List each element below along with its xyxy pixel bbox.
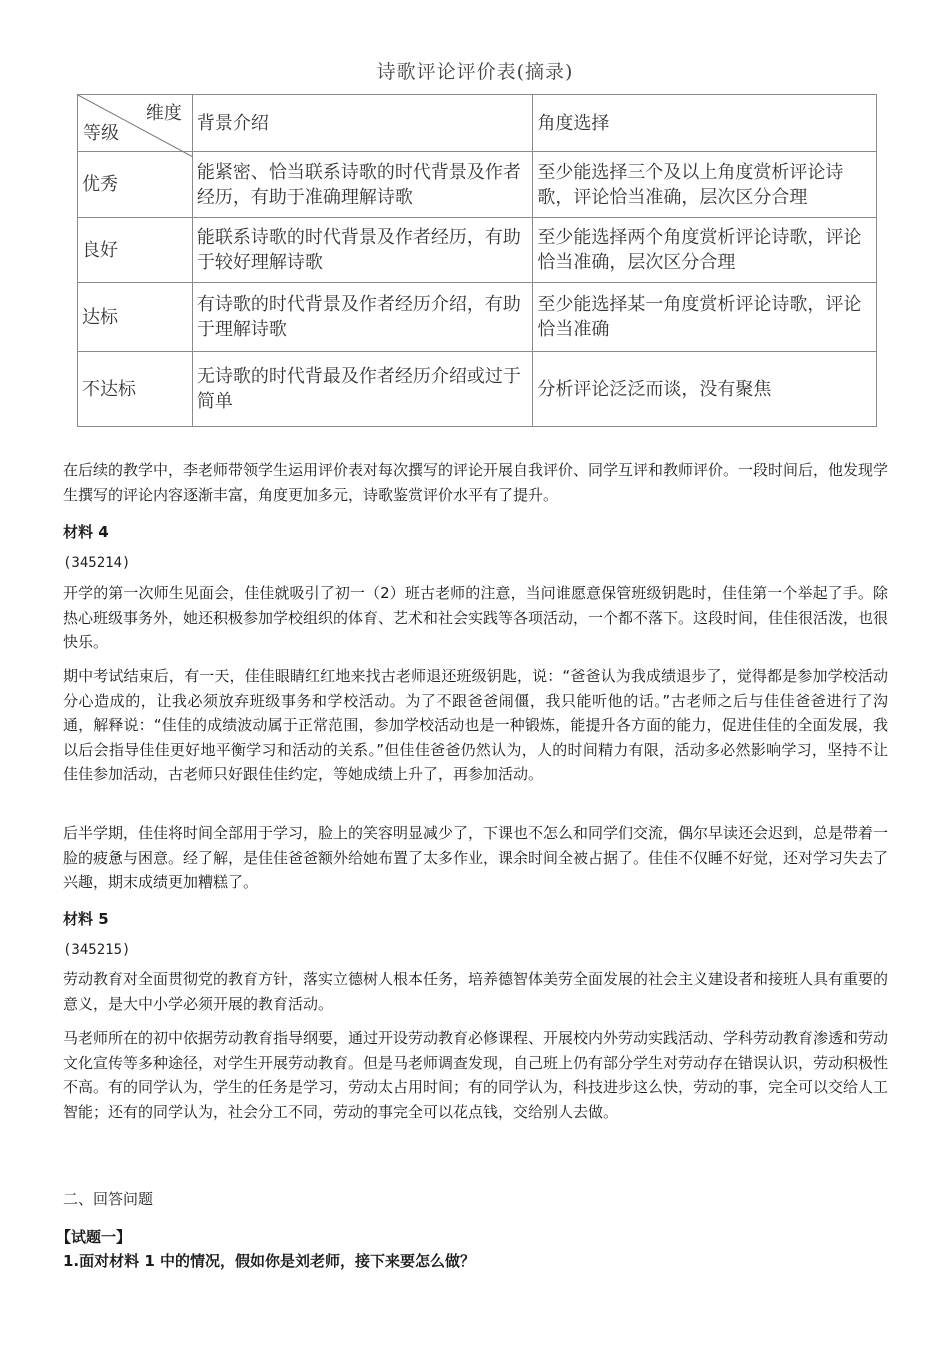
row-level: 优秀 (78, 152, 193, 218)
table-row (78, 283, 877, 352)
table-header-row (78, 95, 877, 152)
row-angle: 至少能选择某一角度赏析评论诗歌，评论恰当准确 (533, 283, 877, 352)
table-title: 诗歌评论评价表(摘录) (376, 61, 574, 83)
question-text: 1.面对材料 1 中的情况，假如你是刘老师，接下来要怎么做？ (63, 1252, 476, 1270)
header-background: 背景介绍 (192, 95, 533, 152)
row-level: 良好 (78, 218, 193, 283)
table-row (78, 218, 877, 283)
material5-paragraph: 马老师所在的初中依据劳动教育指导纲要，通过开设劳动教育必修课程、开展校内外劳动实践活动、学科劳动教育渗透和劳动文化宣传等多种途径，对学生开展劳动教育。但是马老师调查发现，自己班上仍有部分学生对劳动存在错误认识，劳动积极性不高。有的同学认为，学生的任务是学习，劳动太占用时间；有的同学认为，科技进步这么快，劳动的事，完全可以交给人工智能；还有的同学认为，社会分工不同，劳动的事完全可以花点钱，交给别人去做。 (63, 1029, 889, 1121)
table-row (78, 152, 877, 218)
after-table-paragraph: 在后续的教学中，李老师带领学生运用评价表对每次撰写的评论开展自我评价、同学互评和教师评价。一段时间后，他发现学生撰写的评论内容逐渐丰富，角度更加多元，诗歌鉴赏评价水平有了提升。 (63, 461, 889, 504)
material4-code: (345214) (63, 555, 131, 571)
material4-paragraph: 开学的第一次师生见面会，佳佳就吸引了初一（2）班古老师的注意，当问谁愿意保管班级钥匙时，佳佳第一个举起了手。除热心班级事务外，她还积极参加学校组织的体育、艺术和社会实践等各项活动，一个都不落下。这段时间，佳佳很活泼，也很快乐。 (63, 584, 889, 651)
material5-heading: 材料 5 (63, 910, 109, 928)
row-background: 无诗歌的时代背最及作者经历介绍或过于简单 (192, 352, 533, 427)
row-angle: 分析评论泛泛而谈，没有聚焦 (533, 352, 877, 427)
section-title: 二、回答问题 (63, 1190, 154, 1208)
material4-heading: 材料 4 (63, 523, 109, 541)
evaluation-table (77, 94, 877, 427)
material4-paragraph: 后半学期，佳佳将时间全部用于学习，脸上的笑容明显减少了，下课也不怎么和同学们交流，偶尔早读还会迟到，总是带着一脸的疲惫与困意。经了解，是佳佳爸爸额外给她布置了太多作业，课余时间全被占据了。佳佳不仅睡不好觉，还对学习失去了兴趣，期末成绩更加糟糕了。 (63, 824, 889, 891)
material4-paragraph: 期中考试结束后，有一天，佳佳眼睛红红地来找古老师退还班级钥匙，说：“爸爸认为我成绩退步了，觉得都是参加学校活动分心造成的，让我必须放弃班级事务和学校活动。为了不跟爸爸闹僵，我只能听他的话。”古老师之后与佳佳爸爸进行了沟通，解释说：“佳佳的成绩波动属于正常范围，参加学校活动也是一种锻炼，能提升各方面的能力，促进佳佳的全面发展，我以后会指导佳佳更好地平衡学习和活动的关系。”但佳佳爸爸仍然认为，人的时间精力有限，活动多必然影响学习，坚持不让佳佳参加活动，古老师只好跟佳佳约定，等她成绩上升了，再参加活动。 (63, 667, 888, 783)
header-grade: 等级 (83, 123, 119, 144)
table-row (78, 352, 877, 427)
material5-code: (345215) (63, 942, 131, 958)
row-background: 有诗歌的时代背景及作者经历介绍，有助于理解诗歌 (192, 283, 533, 352)
question-label: 【试题一】 (56, 1228, 132, 1246)
row-level: 达标 (78, 283, 193, 352)
header-dimension: 维度 (145, 103, 182, 124)
row-angle: 至少能选择三个及以上角度赏析评论诗歌，评论恰当准确，层次区分合理 (533, 152, 877, 218)
row-background: 能紧密、恰当联系诗歌的时代背景及作者经历，有助于准确理解诗歌 (192, 152, 533, 218)
diagonal-header-cell (78, 95, 193, 152)
row-angle: 至少能选择两个角度赏析评论诗歌，评论恰当准确，层次区分合理 (533, 218, 877, 283)
row-level: 不达标 (78, 352, 193, 427)
header-angle: 角度选择 (533, 95, 877, 152)
material5-paragraph: 劳动教育对全面贯彻党的教育方针，落实立德树人根本任务，培养德智体美劳全面发展的社会主义建设者和接班人具有重要的意义，是大中小学必须开展的教育活动。 (63, 970, 889, 1013)
row-background: 能联系诗歌的时代背景及作者经历，有助于较好理解诗歌 (192, 218, 533, 283)
